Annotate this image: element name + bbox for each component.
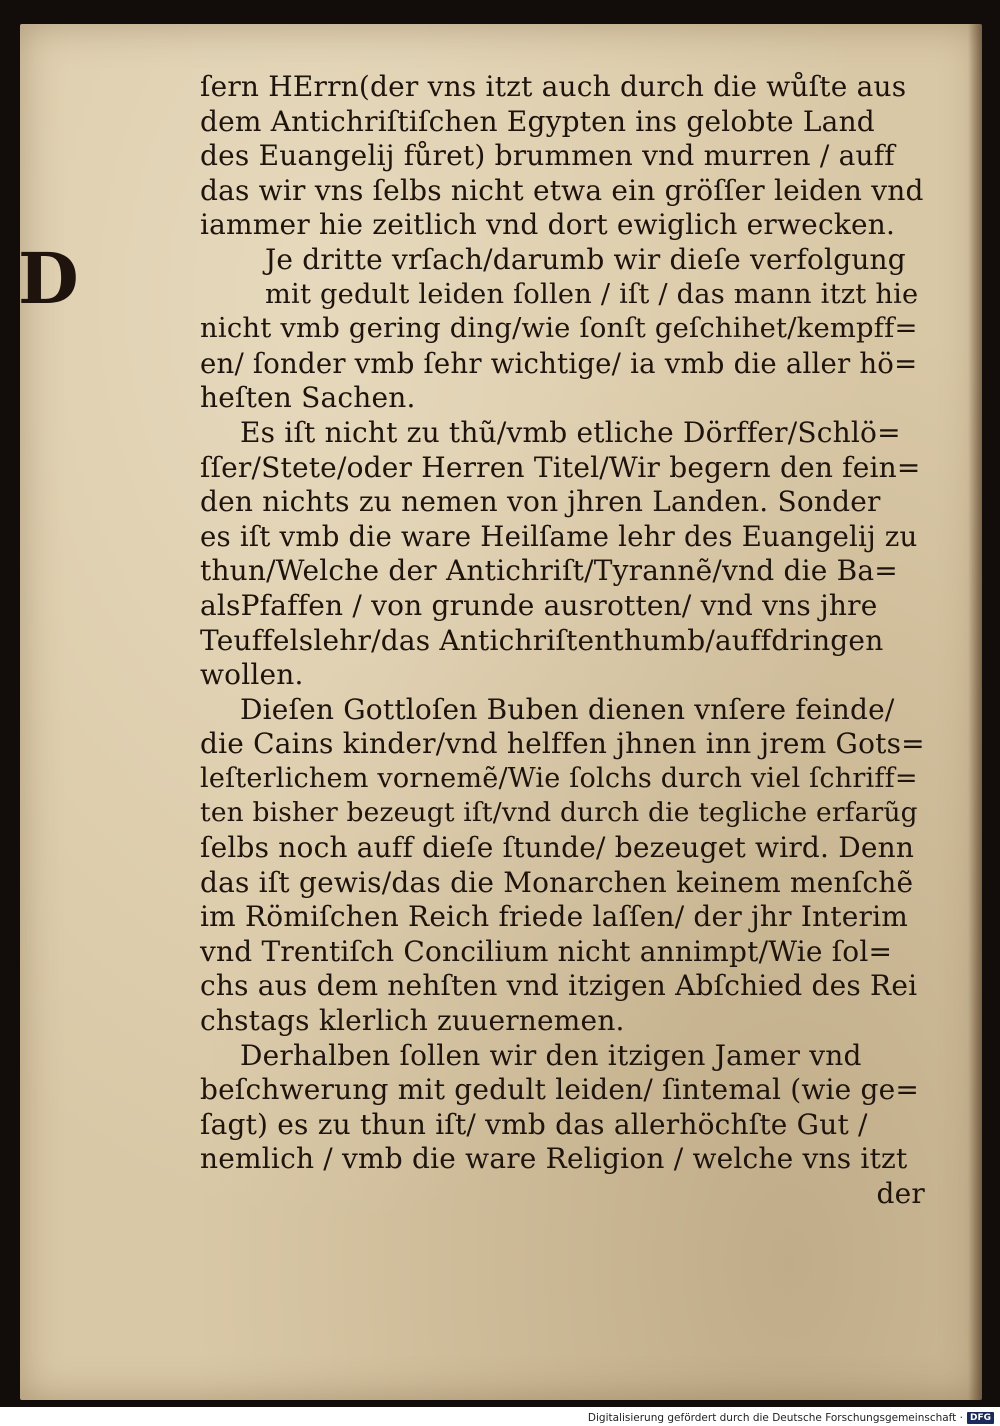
text-line: Derhalben ſollen wir den itzigen Jamer vnd — [240, 1038, 862, 1072]
text-line: die Cains kinder/vnd helffen jhnen inn jrem Gots= — [200, 727, 925, 761]
text-line: Teuffelslehr/das Antichriſtenthumb/auffdringen — [200, 623, 884, 657]
text-line: des Euangelij fůret) brummen vnd murren / auff — [200, 139, 895, 173]
text-line: es iſt vmb die ware Heilſame lehr des Euangelij zu — [200, 519, 918, 553]
text-line: mit gedult leiden ſollen / iſt / das mann itzt hie — [265, 278, 919, 310]
catchword: der — [876, 1177, 925, 1210]
text-line: Je dritte vrſach/darumb wir dieſe verfolgung — [265, 242, 906, 276]
text-line: ſſer/Stete/oder Herren Titel/Wir begern den fein= — [200, 450, 921, 484]
page-text-block — [200, 70, 925, 1212]
text-line: chstags klerlich zuuernemen. — [200, 1004, 625, 1038]
text-line: den nichts zu nemen von jhren Landen. Sonder — [200, 485, 881, 519]
text-line: das iſt gewis/das die Monarchen keinem menſchẽ — [200, 865, 914, 899]
text-line: en/ ſonder vmb ſehr wichtige/ ia vmb die aller hö= — [200, 347, 918, 380]
footer-credit-text: Digitalisierung gefördert durch die Deutsche Forschungsgemeinschaft · — [587, 1412, 963, 1424]
text-line: beſchwerung mit gedult leiden/ ſintemal (wie ge= — [200, 1073, 920, 1107]
text-line: ſelbs noch auff dieſe ſtunde/ bezeuget wird. Denn — [200, 831, 915, 865]
digitization-footer — [588, 1412, 994, 1424]
text-line: leſterlichem vornemẽ/Wie ſolchs durch viel ſchriff= — [200, 762, 918, 794]
text-line: nicht vmb gering ding/wie ſonſt geſchihet/kempff= — [200, 313, 918, 345]
dfg-logo: DFG — [967, 1412, 994, 1424]
text-line: chs aus dem nehſten vnd itzigen Abſchied des Rei — [200, 969, 918, 1003]
page-spine-shadow — [968, 24, 982, 1400]
text-line: vnd Trentiſch Concilium nicht annimpt/Wie ſol= — [200, 934, 893, 968]
text-line: heſten Sachen. — [200, 381, 416, 415]
drop-cap-initial: D — [18, 237, 79, 320]
text-line: ten bisher bezeugt iſt/vnd durch die tegliche erfarũg — [200, 797, 918, 829]
text-line: ſagt) es zu thun iſt/ vmb das allerhöchſte Gut / — [200, 1107, 868, 1141]
text-line: alsPfaffen / von grunde ausrotten/ vnd vns jhre — [200, 588, 878, 622]
text-line: wollen. — [200, 658, 304, 692]
text-line: das wir vns ſelbs nicht etwa ein gröſſer leiden vnd — [200, 173, 924, 207]
text-line: Es iſt nicht zu thũ/vmb etliche Dörffer/Schlö= — [240, 415, 901, 449]
text-line: Dieſen Gottloſen Buben dienen vnſere feinde/ — [240, 692, 895, 726]
text-line: nemlich / vmb die ware Religion / welche vns itzt — [200, 1142, 908, 1176]
text-line: thun/Welche der Antichriſt/Tyrannẽ/vnd die Ba= — [200, 554, 898, 588]
text-line: dem Antichriſtiſchen Egypten ins gelobte Land — [200, 104, 875, 138]
text-line: iammer hie zeitlich vnd dort ewiglich erwecken. — [200, 208, 896, 242]
text-line: ſern HErrn(der vns itzt auch durch die wůſte aus — [200, 70, 907, 103]
text-line: im Römiſchen Reich friede laſſen/ der jhr Interim — [200, 900, 909, 934]
